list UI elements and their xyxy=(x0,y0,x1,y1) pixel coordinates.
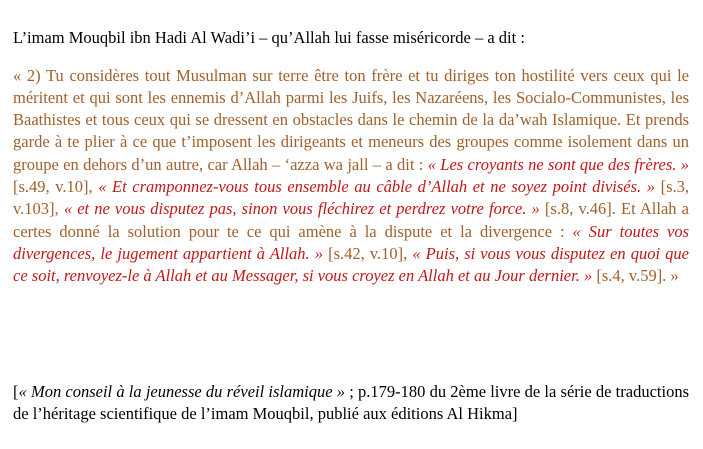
quote-text-3: [s.3, v.103], xyxy=(13,176,689,219)
book-title: « Mon conseil à la jeunesse du réveil islamique » xyxy=(18,381,346,401)
quote-text-1: « 2) Tu considères tout Musulman sur terre être ton frère et tu diriges ton hostilité vers ceux qui le méritent et qui sont les ennemis d’Allah parmi les Juifs, les Nazaréens, les Socialo-Communistes, les Baathistes et tous ceux qui se dressent en obstacles dans le chemin de la da’wah Islamique. Et prends garde à te plier à ce que t’imposent les dirigeants et meneurs des groupes comme isolement dans un groupe en dehors d’un autre, car Allah – ‘azza wa jall – a dit : xyxy=(13,65,689,174)
source-citation xyxy=(13,381,689,425)
source-open-bracket: [ xyxy=(13,381,19,401)
quote-text-2: [s.49, v.10], xyxy=(13,176,99,196)
verse-quote-4: « Sur toutes vos divergences, le jugement appartient à Allah. » xyxy=(13,221,689,263)
quote-paragraph xyxy=(13,65,689,288)
intro-line: L’imam Mouqbil ibn Hadi Al Wadi’i – qu’Allah lui fasse miséricorde – a dit : xyxy=(13,27,525,47)
source-details: ; p.179-180 du 2ème livre de la série de traductions de l’héritage scientifique de l’imam Mouqbil, publié aux éditions Al Hikma] xyxy=(13,381,689,423)
quote-text-6: [s.4, v.59]. » xyxy=(592,266,679,286)
verse-quote-1: « Les croyants ne sont que des frères. » xyxy=(427,154,689,174)
quote-text-4: [s.8, v.46]. Et Allah a certes donné la solution pour te ce qui amène à la dispute et la divergence : xyxy=(13,199,689,241)
verse-quote-2: « Et cramponnez-vous tous ensemble au câble d’Allah et ne soyez point divisés. » xyxy=(98,176,655,196)
quote-text-5: [s.42, v.10], xyxy=(323,243,413,263)
verse-quote-3: « et ne vous disputez pas, sinon vous fléchirez et perdrez votre force. » xyxy=(63,199,540,219)
verse-quote-5: « Puis, si vous vous disputez en quoi que ce soit, renvoyez-le à Allah et au Messager, si vous croyez en Allah et au Jour dernier. » xyxy=(13,243,689,286)
